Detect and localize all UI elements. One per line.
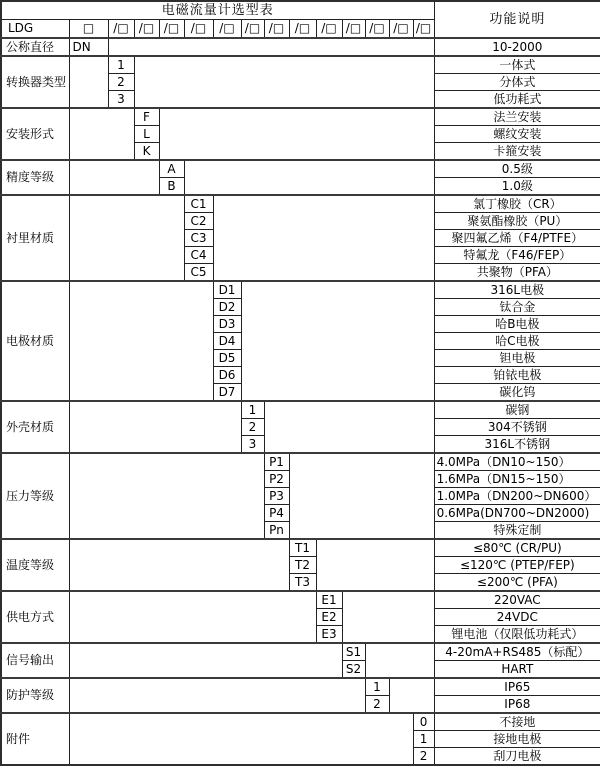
section-label: 电极材质: [1, 281, 69, 401]
model-slot: /□: [413, 20, 434, 39]
code-cell: P4: [264, 505, 289, 522]
table-row: [1, 539, 600, 557]
spacer-cell: [316, 539, 434, 591]
desc-cell: 1.0级: [434, 178, 600, 196]
spacer-cell: [365, 643, 434, 678]
table-row: [1, 160, 600, 178]
code-cell: 3: [241, 436, 264, 454]
model-slot: /□: [213, 20, 241, 39]
table-row: [1, 56, 600, 74]
section-label: 衬里材质: [1, 195, 69, 281]
desc-cell: 0.6MPa(DN700~DN2000): [434, 505, 600, 522]
table-row: [1, 453, 600, 471]
code-cell: B: [159, 178, 184, 196]
spacer-cell: [134, 56, 434, 108]
code-cell: E3: [316, 626, 342, 644]
model-slot: /□: [184, 20, 213, 39]
code-cell: P1: [264, 453, 289, 471]
section-label: 供电方式: [1, 591, 69, 643]
spacer-cell: [69, 281, 213, 401]
spacer-cell: [69, 195, 184, 281]
desc-cell: 接地电极: [434, 731, 600, 748]
desc-cell: 聚氨酯橡胶（PU）: [434, 213, 600, 230]
desc-cell: 螺纹安装: [434, 126, 600, 143]
spacer-cell: [69, 678, 365, 713]
section-label: 信号输出: [1, 643, 69, 678]
model-slot: /□: [108, 20, 134, 39]
desc-cell: HART: [434, 661, 600, 679]
code-cell: S1: [342, 643, 365, 661]
desc-cell: 钽电极: [434, 350, 600, 367]
code-cell: 1: [413, 731, 434, 748]
section-label: 防护等级: [1, 678, 69, 713]
code-cell: T3: [289, 574, 316, 592]
model-slot: /□: [241, 20, 264, 39]
spacer-cell: [264, 401, 434, 453]
code-cell: D2: [213, 299, 241, 316]
section-label: 转换器类型: [1, 56, 69, 108]
desc-cell: 特氟龙（F46/FEP）: [434, 247, 600, 264]
code-cell: C5: [184, 264, 213, 282]
desc-cell: 氯丁橡胶（CR）: [434, 195, 600, 213]
desc-cell: IP68: [434, 696, 600, 714]
spacer-cell: [69, 643, 342, 678]
code-cell: T2: [289, 557, 316, 574]
table-row: [1, 401, 600, 419]
model-slot: /□: [289, 20, 316, 39]
section-label: 外壳材质: [1, 401, 69, 453]
desc-cell: 锂电池（仅限低功耗式）: [434, 626, 600, 644]
model-first-box: □: [69, 20, 108, 39]
model-slot: /□: [342, 20, 365, 39]
code-cell: C1: [184, 195, 213, 213]
table-row: [1, 591, 600, 609]
code-cell: DN: [69, 38, 108, 56]
section-label: 安装形式: [1, 108, 69, 160]
desc-cell: 刮刀电极: [434, 748, 600, 766]
code-cell: C3: [184, 230, 213, 247]
code-cell: 1: [108, 56, 134, 74]
desc-cell: ≤80℃ (CR/PU): [434, 539, 600, 557]
spacer-cell: [69, 713, 413, 765]
desc-cell: ≤200℃ (PFA): [434, 574, 600, 592]
desc-cell: 不接地: [434, 713, 600, 731]
code-cell: E1: [316, 591, 342, 609]
spacer-cell: [69, 160, 159, 195]
desc-cell: IP65: [434, 678, 600, 696]
spacer-cell: [213, 195, 434, 281]
table-row: [1, 678, 600, 696]
spacer-cell: [184, 160, 434, 195]
table-title-row: [1, 1, 600, 20]
desc-cell: 分体式: [434, 74, 600, 91]
spacer-cell: [69, 108, 134, 160]
table-row: [1, 195, 600, 213]
code-cell: 2: [365, 696, 389, 714]
section-label: 公称直径: [1, 38, 69, 56]
model-slot: /□: [365, 20, 389, 39]
spacer-cell: [342, 591, 434, 643]
model-prefix: LDG: [1, 20, 69, 39]
desc-cell: 特殊定制: [434, 522, 600, 540]
spacer-cell: [69, 56, 108, 108]
section-label: 精度等级: [1, 160, 69, 195]
code-cell: F: [134, 108, 159, 126]
desc-cell: 316L不锈钢: [434, 436, 600, 454]
spacer-cell: [69, 401, 241, 453]
desc-cell: 10-2000: [434, 38, 600, 56]
code-cell: D7: [213, 384, 241, 402]
code-cell: 2: [108, 74, 134, 91]
model-slot: /□: [134, 20, 159, 39]
code-cell: C4: [184, 247, 213, 264]
desc-cell: 1.0MPa（DN200~DN600）: [434, 488, 600, 505]
spacer-cell: [289, 453, 434, 539]
function-description-header: 功能说明: [434, 1, 600, 38]
desc-cell: 铂铱电极: [434, 367, 600, 384]
code-cell: A: [159, 160, 184, 178]
desc-cell: 碳钢: [434, 401, 600, 419]
code-cell: 1: [365, 678, 389, 696]
desc-cell: 316L电极: [434, 281, 600, 299]
code-cell: 3: [108, 91, 134, 109]
desc-cell: 304不锈钢: [434, 419, 600, 436]
desc-cell: 1.6MPa（DN15~150）: [434, 471, 600, 488]
code-cell: K: [134, 143, 159, 161]
code-cell: P2: [264, 471, 289, 488]
code-cell: Pn: [264, 522, 289, 540]
code-cell: 1: [241, 401, 264, 419]
desc-cell: 0.5级: [434, 160, 600, 178]
code-cell: 2: [241, 419, 264, 436]
code-cell: L: [134, 126, 159, 143]
code-cell: D3: [213, 316, 241, 333]
model-slot: /□: [389, 20, 413, 39]
model-slot: /□: [316, 20, 342, 39]
code-cell: 2: [413, 748, 434, 766]
code-cell: C2: [184, 213, 213, 230]
desc-cell: 低功耗式: [434, 91, 600, 109]
desc-cell: 哈C电极: [434, 333, 600, 350]
desc-cell: 220VAC: [434, 591, 600, 609]
page-title: 电磁流量计选型表: [1, 1, 434, 20]
section-label: 附件: [1, 713, 69, 765]
spacer-cell: [69, 453, 264, 539]
code-cell: D4: [213, 333, 241, 350]
code-cell: D5: [213, 350, 241, 367]
desc-cell: 碳化钨: [434, 384, 600, 402]
section-label: 压力等级: [1, 453, 69, 539]
table-row: [1, 281, 600, 299]
spacer-cell: [69, 591, 316, 643]
code-cell: P3: [264, 488, 289, 505]
model-slot: /□: [159, 20, 184, 39]
table-row: [1, 38, 600, 56]
desc-cell: 卡箍安装: [434, 143, 600, 161]
code-cell: D6: [213, 367, 241, 384]
table-row: [1, 108, 600, 126]
spacer-cell: [69, 539, 289, 591]
code-cell: 0: [413, 713, 434, 731]
desc-cell: 共聚物（PFA）: [434, 264, 600, 282]
table-row: [1, 643, 600, 661]
desc-cell: 4-20mA+RS485（标配）: [434, 643, 600, 661]
desc-cell: 法兰安装: [434, 108, 600, 126]
desc-cell: 24VDC: [434, 609, 600, 626]
spacer-cell: [389, 678, 434, 713]
desc-cell: 哈B电极: [434, 316, 600, 333]
spacer-cell: [108, 38, 434, 56]
spacer-cell: [241, 281, 434, 401]
spacer-cell: [159, 108, 434, 160]
desc-cell: 4.0MPa（DN10~150）: [434, 453, 600, 471]
desc-cell: 一体式: [434, 56, 600, 74]
desc-cell: ≤120℃ (PTEP/FEP): [434, 557, 600, 574]
model-slot: /□: [264, 20, 289, 39]
desc-cell: 聚四氟乙烯（F4/PTFE）: [434, 230, 600, 247]
desc-cell: 钛合金: [434, 299, 600, 316]
code-cell: E2: [316, 609, 342, 626]
code-cell: D1: [213, 281, 241, 299]
code-cell: S2: [342, 661, 365, 679]
code-cell: T1: [289, 539, 316, 557]
section-label: 温度等级: [1, 539, 69, 591]
